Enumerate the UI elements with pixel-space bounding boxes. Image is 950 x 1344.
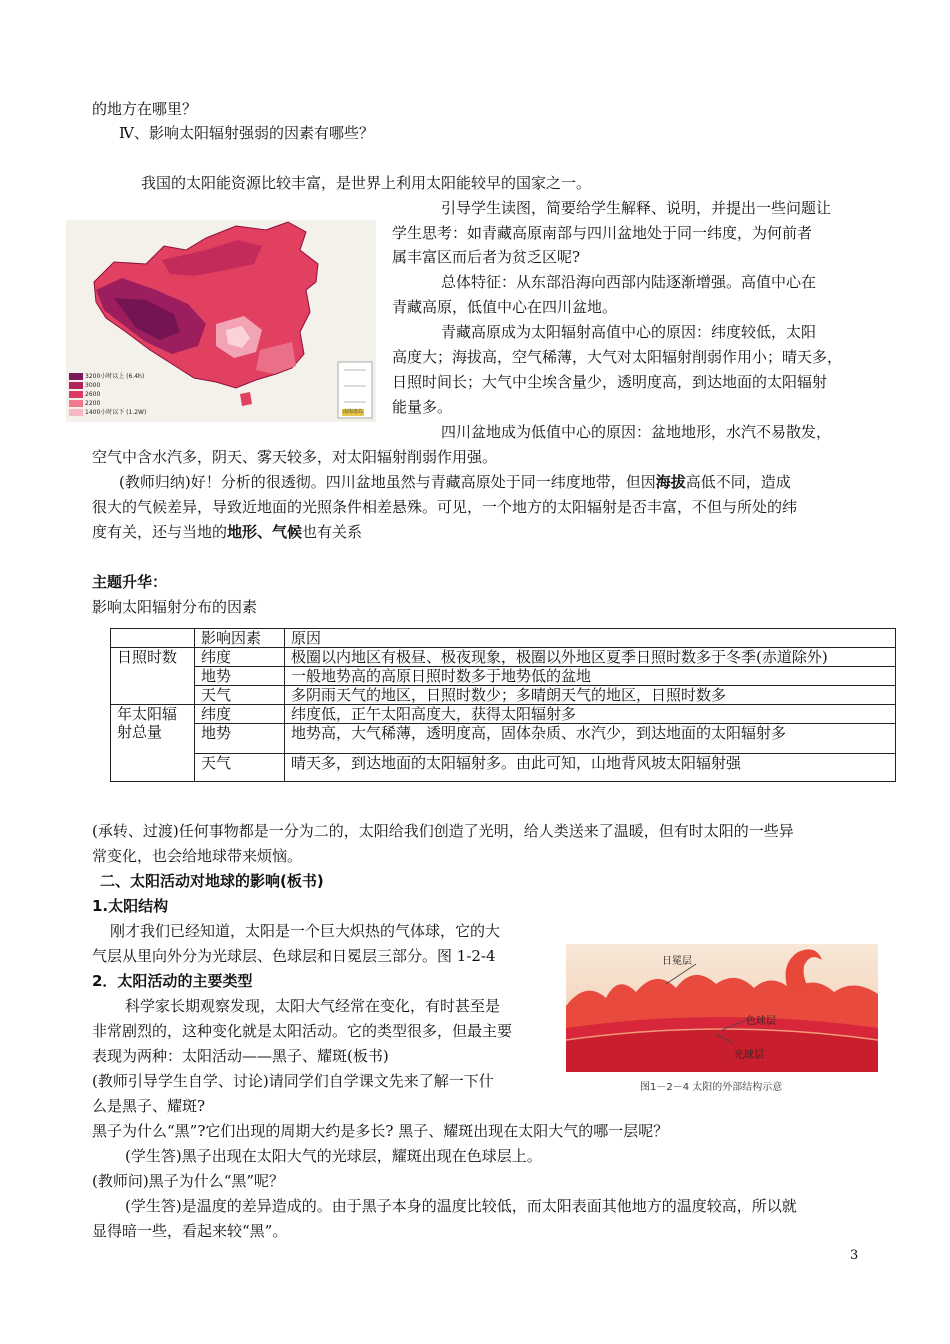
group-label: 日照时数 xyxy=(111,648,195,705)
legend-item xyxy=(69,381,146,390)
text-line: 表现为两种：太阳活动——黑子、耀斑(板书) xyxy=(92,1047,389,1065)
text-line: (教师引导学生自学、讨论)请同学们自学课文先来了解一下什 xyxy=(92,1072,494,1090)
reason-cell: 极圈以内地区有极昼、极夜现象，极圈以外地区夏季日照时数多于冬季(赤道除外) xyxy=(285,648,896,667)
legend-swatch xyxy=(69,409,83,416)
text-span: 高低不同，造成 xyxy=(685,473,791,491)
sun-graphic xyxy=(566,944,878,1072)
table-row xyxy=(111,754,896,782)
legend-swatch xyxy=(69,373,83,380)
question-heading: Ⅳ、影响太阳辐射强弱的因素有哪些？ xyxy=(119,124,374,142)
text-line: 很大的气候差异，导致近地面的光照条件相差悬殊。可见，一个地方的太阳辐射是否丰富，不但与所处的纬 xyxy=(92,498,798,516)
text-line: 总体特征：从东部沿海向西部内陆逐渐增强。高值中心在 xyxy=(441,273,817,291)
text-line: 黑子为什么“黑”?它们出现的周期大约是多长? 黑子、耀斑出现在太阳大气的哪一层呢？ xyxy=(92,1122,669,1140)
text-line xyxy=(92,521,362,543)
table-row xyxy=(111,686,896,705)
inset-label: 南海诸岛 xyxy=(343,409,364,415)
text-line: 气层从里向外分为光球层、色球层和日冕层三部分。图 1-2-4 xyxy=(92,947,496,965)
text-line: 青藏高原成为太阳辐射高值中心的原因：纬度较低，太阳 xyxy=(441,323,817,341)
group-label xyxy=(111,705,195,782)
map-legend xyxy=(69,372,146,417)
text-line: 显得暗一些，看起来较“黑”。 xyxy=(92,1222,288,1240)
table-row xyxy=(111,648,896,667)
legend-swatch xyxy=(69,391,83,398)
text-line: 常变化，也会给地球带来烦恼。 xyxy=(92,847,303,865)
subsection-heading: 2．太阳活动的主要类型 xyxy=(92,972,253,990)
bold-term: 海拔 xyxy=(655,473,686,491)
text-span: 也有关系 xyxy=(302,523,363,541)
legend-swatch xyxy=(69,400,83,407)
legend-swatch xyxy=(69,382,83,389)
factor-cell: 天气 xyxy=(195,686,285,705)
factor-cell: 天气 xyxy=(195,754,285,782)
text-line: 刚才我们已经知道，太阳是一个巨大炽热的气体球，它的大 xyxy=(110,922,501,940)
reason-cell: 晴天多，到达地面的太阳辐射多。由此可知，山地背风坡太阳辐射强 xyxy=(285,754,896,782)
reason-cell: 纬度低，正午太阳高度大，获得太阳辐射多 xyxy=(285,705,896,724)
factor-cell: 纬度 xyxy=(195,648,285,667)
text-line: (教师问)黑子为什么“黑”呢？ xyxy=(92,1172,285,1190)
text-line: 的地方在哪里？ xyxy=(92,100,198,118)
text-line: 高度大；海拔高，空气稀薄，大气对太阳辐射削弱作用小；晴天多， xyxy=(392,348,843,366)
page-number: 3 xyxy=(850,1248,859,1263)
table-row xyxy=(111,667,896,686)
group-label-line: 年太阳辐 xyxy=(117,705,178,723)
table-header-row xyxy=(111,629,896,648)
header-reason: 原因 xyxy=(285,629,896,648)
reason-cell: 多阴雨天气的地区，日照时数少；多晴朗天气的地区，日照时数多 xyxy=(285,686,896,705)
subsection-heading: 1.太阳结构 xyxy=(92,897,169,915)
corona-label: 日冕层 xyxy=(662,956,692,967)
text-line: (学生答)是温度的差异造成的。由于黑子本身的温度比较低，而太阳表面其他地方的温度较高，所以就 xyxy=(125,1197,797,1215)
group-label-line: 射总量 xyxy=(117,723,163,741)
text-line: 属丰富区而后者为贫乏区呢? xyxy=(392,248,581,266)
text-line: 空气中含水汽多，阴天、雾天较多，对太阳辐射削弱作用强。 xyxy=(92,448,498,466)
legend-label: 2600 xyxy=(85,391,101,398)
factor-cell: 地势 xyxy=(195,667,285,686)
sun-structure-figure xyxy=(566,944,878,1096)
table-row xyxy=(111,705,896,724)
text-line: 青藏高原，低值中心在四川盆地。 xyxy=(392,298,618,316)
header-factor: 影响因素 xyxy=(195,629,285,648)
reason-cell: 地势高，大气稀薄，透明度高，固体杂质、水汽少，到达地面的太阳辐射多 xyxy=(285,724,896,754)
chromosphere-label: 色球层 xyxy=(746,1016,776,1027)
factor-cell: 地势 xyxy=(195,724,285,754)
text-line xyxy=(119,471,791,493)
text-line: 四川盆地成为低值中心的原因：盆地地形，水汽不易散发， xyxy=(441,423,832,441)
legend-item xyxy=(69,390,146,399)
china-solar-map xyxy=(66,220,376,422)
text-line: 日照时间长；大气中尘埃含量少，透明度高，到达地面的太阳辐射 xyxy=(392,373,828,391)
text-line: 我国的太阳能资源比较丰富，是世界上利用太阳能较早的国家之一。 xyxy=(141,174,592,192)
reason-cell: 一般地势高的高原日照时数多于地势低的盆地 xyxy=(285,667,896,686)
text-line: 非常剧烈的，这种变化就是太阳活动。它的类型很多，但最主要 xyxy=(92,1022,513,1040)
text-span: (教师归纳)好！分析的很透彻。四川盆地虽然与青藏高原处于同一纬度地带，但因 xyxy=(119,473,656,491)
legend-label: 3200小时以上 (6.4h) xyxy=(85,373,145,380)
text-line: 么是黑子、耀斑? xyxy=(92,1097,206,1115)
table-cell xyxy=(111,629,195,648)
text-line: 科学家长期观察发现，太阳大气经常在变化，有时甚至是 xyxy=(125,997,501,1015)
legend-item xyxy=(69,372,146,381)
text-line: (学生答)黑子出现在太阳大气的光球层，耀斑出现在色球层上。 xyxy=(125,1147,542,1165)
legend-label: 3000 xyxy=(85,382,101,389)
figure-caption: 图1－2－4 太阳的外部结构示意 xyxy=(640,1082,783,1093)
section-title: 主题升华： xyxy=(92,573,168,591)
text-line: 能量多。 xyxy=(392,398,453,416)
text-line: 学生思考：如青藏高原南部与四川盆地处于同一纬度，为何前者 xyxy=(392,224,813,242)
bold-term: 地形、气候 xyxy=(227,523,303,541)
table-row xyxy=(111,724,896,754)
text-line: 引导学生读图，简要给学生解释、说明，并提出一些问题让 xyxy=(441,199,832,217)
legend-label: 2200 xyxy=(85,400,101,407)
text-span: 度有关，还与当地的 xyxy=(92,523,228,541)
legend-item xyxy=(69,408,146,417)
factor-cell: 纬度 xyxy=(195,705,285,724)
legend-item xyxy=(69,399,146,408)
photosphere-label: 光球层 xyxy=(734,1050,764,1061)
section-heading: 二、太阳活动对地球的影响(板书) xyxy=(100,872,324,890)
table-caption: 影响太阳辐射分布的因素 xyxy=(92,598,258,616)
text-line: (承转、过渡)任何事物都是一分为二的，太阳给我们创造了光明，给人类送来了温暖，但有时太阳的一些异 xyxy=(92,822,794,840)
factors-table xyxy=(110,628,896,782)
legend-label: 1400小时以下 (1.2W) xyxy=(85,409,147,416)
